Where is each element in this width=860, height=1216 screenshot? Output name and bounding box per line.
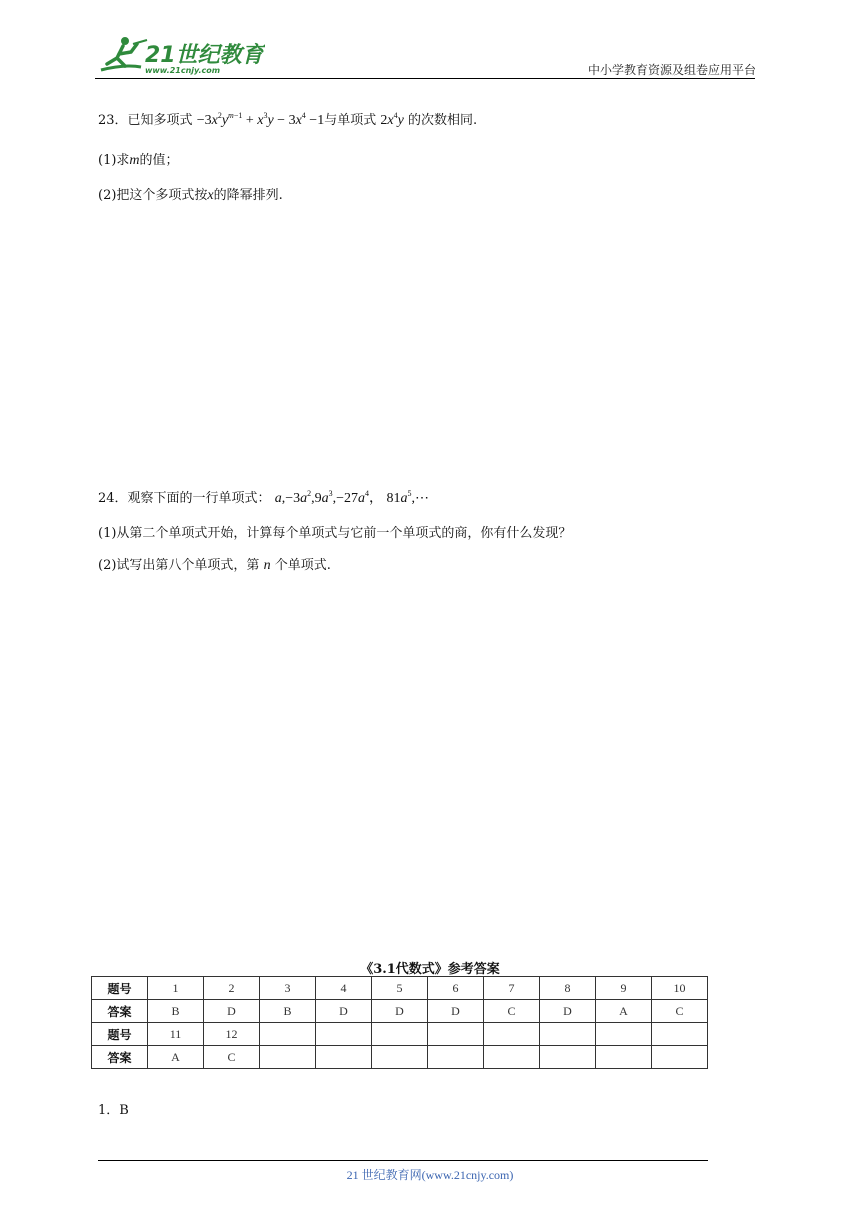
q23-polynomial: $-3x^2y^{m-1} + x^3y - 3x^4 -1$ [196, 111, 325, 128]
table-cell [596, 1023, 652, 1046]
table-cell [260, 1023, 316, 1046]
table-cell: C [652, 1000, 708, 1023]
answer-key-title: 《3.1代数式》参考答案 [360, 962, 500, 977]
q23-part2-text-b: 的降幂排列. [213, 188, 283, 203]
table-cell [652, 1046, 708, 1069]
row-header-cell: 题号 [92, 1023, 148, 1046]
table-cell: D [540, 1000, 596, 1023]
table-cell: C [204, 1046, 260, 1069]
q24-part2 [98, 557, 331, 575]
table-cell: 7 [484, 977, 540, 1000]
table-cell [540, 1046, 596, 1069]
table-cell: 12 [204, 1023, 260, 1046]
q23-prefix: 23．已知多项式 [98, 113, 193, 128]
site-logo[interactable] [95, 34, 265, 76]
table-cell: A [148, 1046, 204, 1069]
q24-part2-var: n [263, 558, 271, 573]
table-cell [652, 1023, 708, 1046]
q23-suffix: 的次数相同. [407, 113, 478, 128]
table-row [92, 977, 708, 1000]
question-24 [98, 490, 429, 508]
question-23 [98, 112, 477, 130]
table-cell: D [372, 1000, 428, 1023]
table-cell: A [596, 1000, 652, 1023]
q23-part1-var: m [129, 153, 140, 168]
table-cell: 8 [540, 977, 596, 1000]
table-cell [484, 1046, 540, 1069]
q24-sequence: $a,-3a^2,9a^3,-27a^4$， $81a^5,\cdots$ [274, 489, 429, 506]
table-cell: 2 [204, 977, 260, 1000]
table-cell [316, 1046, 372, 1069]
q23-part1-text-b: 的值； [139, 153, 179, 168]
footer-divider [98, 1160, 708, 1161]
q23-part1 [98, 152, 179, 170]
table-cell: 9 [596, 977, 652, 1000]
table-cell: 6 [428, 977, 484, 1000]
first-answer: 1．B [98, 1103, 129, 1118]
table-cell [596, 1046, 652, 1069]
table-cell: 3 [260, 977, 316, 1000]
row-header-cell: 答案 [92, 1046, 148, 1069]
table-cell [372, 1046, 428, 1069]
runner-logo-icon [95, 34, 265, 76]
row-header-cell: 题号 [92, 977, 148, 1000]
q24-part1: (1)从第二个单项式开始，计算每个单项式与它前一个单项式的商，你有什么发现？ [98, 526, 572, 541]
table-cell: 10 [652, 977, 708, 1000]
header-divider [95, 78, 755, 79]
table-cell [316, 1023, 372, 1046]
table-cell: 5 [372, 977, 428, 1000]
table-cell: C [484, 1000, 540, 1023]
table-cell: D [428, 1000, 484, 1023]
q23-part1-text-a: (1)求 [98, 153, 130, 168]
table-cell [540, 1023, 596, 1046]
table-cell: 11 [148, 1023, 204, 1046]
table-cell: B [260, 1000, 316, 1023]
footer-link[interactable]: 21 世纪教育网(www.21cnjy.com) [346, 1168, 514, 1182]
table-cell: B [148, 1000, 204, 1023]
q24-part2-text-a: (2)试写出第八个单项式，第 [98, 558, 260, 573]
table-cell [484, 1023, 540, 1046]
table-cell [372, 1023, 428, 1046]
table-cell [260, 1046, 316, 1069]
q24-prefix: 24．观察下面的一行单项式： [98, 491, 271, 506]
q23-part2-text-a: (2)把这个多项式按 [98, 188, 208, 203]
header-platform-text: 中小学教育资源及组卷应用平台 [587, 63, 756, 77]
logo-url: www.21cnjy.com [145, 66, 221, 75]
table-cell: 4 [316, 977, 372, 1000]
q23-mid: 与单项式 [324, 113, 377, 128]
row-header-cell: 答案 [92, 1000, 148, 1023]
logo-text: 21世纪教育 [145, 43, 264, 68]
q23-part2 [98, 187, 283, 205]
q24-part2-text-b: 个单项式. [274, 558, 331, 573]
table-row [92, 1023, 708, 1046]
table-row [92, 1046, 708, 1069]
table-cell: 1 [148, 977, 204, 1000]
table-cell: D [316, 1000, 372, 1023]
table-row [92, 1000, 708, 1023]
table-cell [428, 1023, 484, 1046]
q23-monomial: $2x^4y$ [380, 111, 404, 128]
q23-part2-var: x [207, 188, 214, 203]
table-cell: D [204, 1000, 260, 1023]
table-cell [428, 1046, 484, 1069]
answer-table [91, 976, 708, 1069]
